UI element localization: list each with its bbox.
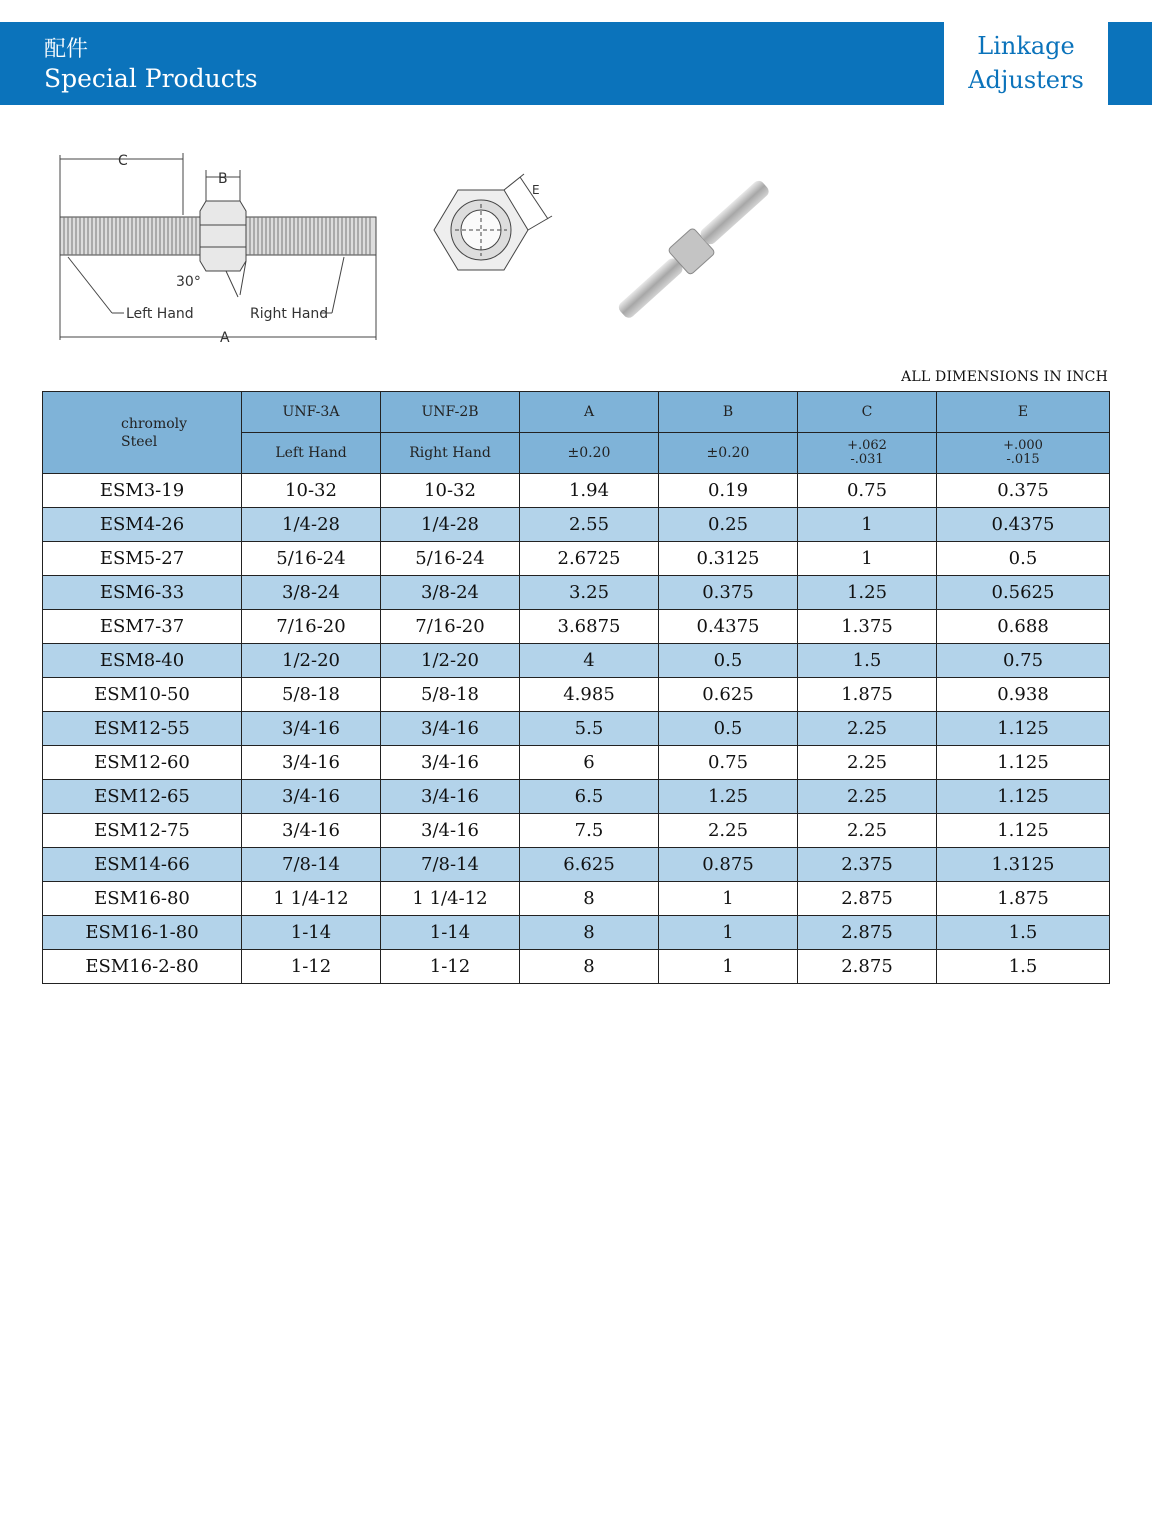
right-hand-thread-cell: 7/16-20: [381, 610, 520, 644]
part-number-cell: ESM14-66: [43, 848, 242, 882]
section-title-line2: Adjusters: [968, 66, 1084, 94]
left-hand-thread-cell: 3/4-16: [242, 712, 381, 746]
dim-label-e: E: [532, 183, 540, 197]
right-hand-thread-cell: 1 1/4-12: [381, 882, 520, 916]
spec-table-body: [43, 474, 1110, 984]
left-hand-thread-cell: 3/4-16: [242, 746, 381, 780]
right-hand-thread-cell: 1/4-28: [381, 508, 520, 542]
dim-a-cell: 8: [520, 950, 659, 984]
dim-b-cell: 0.25: [659, 508, 798, 542]
left-hand-thread-cell: 7/8-14: [242, 848, 381, 882]
part-number-cell: ESM10-50: [43, 678, 242, 712]
part-number-cell: ESM16-80: [43, 882, 242, 916]
hex-end-view: [420, 168, 570, 298]
dim-c-cell: 2.875: [798, 950, 937, 984]
tolerance-a: ±0.20: [520, 433, 659, 474]
table-row: [43, 644, 1110, 678]
dim-e-cell: 0.688: [937, 610, 1110, 644]
dim-c-cell: 2.875: [798, 882, 937, 916]
part-number-cell: ESM3-19: [43, 474, 242, 508]
dim-e-cell: 1.5: [937, 950, 1110, 984]
part-number-cell: ESM4-26: [43, 508, 242, 542]
part-number-cell: ESM16-1-80: [43, 916, 242, 950]
tolerance-e-minus: -.015: [1006, 452, 1040, 467]
dim-c-cell: 2.375: [798, 848, 937, 882]
part-number-cell: ESM12-65: [43, 780, 242, 814]
material-line2: Steel: [121, 433, 158, 450]
right-hand-thread-cell: 10-32: [381, 474, 520, 508]
dim-b-cell: 1: [659, 950, 798, 984]
dimension-note: ALL DIMENSIONS IN INCH: [901, 369, 1108, 385]
col-header-e: E: [937, 392, 1110, 433]
table-row: [43, 814, 1110, 848]
subheader-left-hand: Left Hand: [242, 433, 381, 474]
dim-a-cell: 2.55: [520, 508, 659, 542]
part-number-cell: ESM8-40: [43, 644, 242, 678]
table-row: [43, 746, 1110, 780]
left-hand-thread-cell: 1 1/4-12: [242, 882, 381, 916]
tolerance-e-plus: +.000: [1003, 438, 1043, 453]
dim-c-cell: 2.25: [798, 780, 937, 814]
dim-b-cell: 0.375: [659, 576, 798, 610]
table-row: [43, 610, 1110, 644]
table-row: [43, 508, 1110, 542]
dim-e-cell: 0.4375: [937, 508, 1110, 542]
dim-c-cell: 1: [798, 508, 937, 542]
dim-e-cell: 1.125: [937, 746, 1110, 780]
dim-a-cell: 6: [520, 746, 659, 780]
dim-b-cell: 0.4375: [659, 610, 798, 644]
col-header-c: C: [798, 392, 937, 433]
part-number-cell: ESM12-55: [43, 712, 242, 746]
dim-c-cell: 1.5: [798, 644, 937, 678]
left-hand-thread-cell: 3/8-24: [242, 576, 381, 610]
dim-a-cell: 8: [520, 916, 659, 950]
dim-e-cell: 0.75: [937, 644, 1110, 678]
chinese-title: 配件: [44, 37, 89, 62]
dim-label-c: C: [118, 153, 128, 169]
dim-c-cell: 1.25: [798, 576, 937, 610]
dim-e-cell: 0.5: [937, 542, 1110, 576]
tolerance-c-plus: +.062: [847, 438, 887, 453]
right-hand-thread-cell: 5/8-18: [381, 678, 520, 712]
dim-e-cell: 1.5: [937, 916, 1110, 950]
left-hand-thread-cell: 3/4-16: [242, 814, 381, 848]
material-line1: chromoly: [121, 415, 188, 432]
right-hand-thread-cell: 3/4-16: [381, 814, 520, 848]
dim-e-cell: 0.5625: [937, 576, 1110, 610]
table-row: [43, 950, 1110, 984]
tolerance-c: [798, 433, 937, 474]
col-header-b: B: [659, 392, 798, 433]
dim-e-cell: 1.125: [937, 814, 1110, 848]
part-number-cell: ESM12-60: [43, 746, 242, 780]
table-row: [43, 916, 1110, 950]
part-number-cell: ESM12-75: [43, 814, 242, 848]
table-row: [43, 542, 1110, 576]
dim-a-cell: 3.6875: [520, 610, 659, 644]
left-hand-thread-cell: 10-32: [242, 474, 381, 508]
dim-c-cell: 1.875: [798, 678, 937, 712]
dim-a-cell: 3.25: [520, 576, 659, 610]
left-hand-thread-cell: 1-14: [242, 916, 381, 950]
dim-b-cell: 1: [659, 916, 798, 950]
dim-e-cell: 1.125: [937, 712, 1110, 746]
right-hand-thread-cell: 1-12: [381, 950, 520, 984]
left-hand-thread-cell: 3/4-16: [242, 780, 381, 814]
dim-b-cell: 0.75: [659, 746, 798, 780]
tolerance-c-minus: -.031: [850, 452, 884, 467]
dim-b-cell: 2.25: [659, 814, 798, 848]
side-view-drawing: [50, 145, 390, 350]
right-hand-thread-cell: 1-14: [381, 916, 520, 950]
dim-a-cell: 2.6725: [520, 542, 659, 576]
left-hand-thread-cell: 5/8-18: [242, 678, 381, 712]
section-tab-bar: [1108, 22, 1152, 105]
dim-b-cell: 0.5: [659, 712, 798, 746]
dim-c-cell: 2.25: [798, 712, 937, 746]
dim-c-cell: 2.25: [798, 814, 937, 848]
dim-a-cell: 5.5: [520, 712, 659, 746]
dim-a-cell: 4.985: [520, 678, 659, 712]
part-number-cell: ESM5-27: [43, 542, 242, 576]
col-header-a: A: [520, 392, 659, 433]
dim-c-cell: 2.875: [798, 916, 937, 950]
dim-b-cell: 0.19: [659, 474, 798, 508]
dim-a-cell: 7.5: [520, 814, 659, 848]
subheader-right-hand: Right Hand: [381, 433, 520, 474]
dim-e-cell: 0.375: [937, 474, 1110, 508]
angle-label: 30°: [176, 274, 201, 290]
product-photo: [598, 175, 788, 325]
col-header-unf2b: UNF-2B: [381, 392, 520, 433]
right-hand-thread-cell: 3/4-16: [381, 746, 520, 780]
dim-label-a: A: [220, 330, 230, 346]
left-hand-label: Left Hand: [126, 306, 194, 322]
section-title: [944, 22, 1108, 105]
tolerance-e: [937, 433, 1110, 474]
dim-a-cell: 1.94: [520, 474, 659, 508]
dim-c-cell: 1: [798, 542, 937, 576]
dim-a-cell: 4: [520, 644, 659, 678]
table-row: [43, 678, 1110, 712]
left-hand-thread-cell: 7/16-20: [242, 610, 381, 644]
table-row: [43, 780, 1110, 814]
header-banner: [0, 22, 944, 105]
dim-e-cell: 1.875: [937, 882, 1110, 916]
col-header-unf3a: UNF-3A: [242, 392, 381, 433]
dim-a-cell: 6.625: [520, 848, 659, 882]
section-title-line1: Linkage: [977, 32, 1075, 60]
left-hand-thread-cell: 1/2-20: [242, 644, 381, 678]
dim-b-cell: 0.625: [659, 678, 798, 712]
table-row: [43, 882, 1110, 916]
right-hand-thread-cell: 3/4-16: [381, 712, 520, 746]
left-hand-thread-cell: 1-12: [242, 950, 381, 984]
table-row: [43, 474, 1110, 508]
spec-table: [42, 391, 1110, 984]
dim-e-cell: 1.125: [937, 780, 1110, 814]
right-hand-label: Right Hand: [250, 306, 329, 322]
table-row: [43, 576, 1110, 610]
material-header: [43, 392, 242, 474]
dim-b-cell: 1.25: [659, 780, 798, 814]
part-number-cell: ESM6-33: [43, 576, 242, 610]
right-hand-thread-cell: 1/2-20: [381, 644, 520, 678]
dim-b-cell: 0.875: [659, 848, 798, 882]
right-hand-thread-cell: 5/16-24: [381, 542, 520, 576]
left-hand-thread-cell: 1/4-28: [242, 508, 381, 542]
dim-c-cell: 2.25: [798, 746, 937, 780]
right-hand-thread-cell: 7/8-14: [381, 848, 520, 882]
tolerance-b: ±0.20: [659, 433, 798, 474]
dim-c-cell: 0.75: [798, 474, 937, 508]
page-title: Special Products: [44, 64, 258, 93]
dim-c-cell: 1.375: [798, 610, 937, 644]
dim-a-cell: 6.5: [520, 780, 659, 814]
dim-label-b: B: [218, 171, 228, 187]
table-row: [43, 712, 1110, 746]
left-hand-thread-cell: 5/16-24: [242, 542, 381, 576]
dim-b-cell: 0.5: [659, 644, 798, 678]
right-hand-thread-cell: 3/4-16: [381, 780, 520, 814]
dim-b-cell: 0.3125: [659, 542, 798, 576]
part-number-cell: ESM16-2-80: [43, 950, 242, 984]
dim-b-cell: 1: [659, 882, 798, 916]
table-row: [43, 848, 1110, 882]
dim-e-cell: 1.3125: [937, 848, 1110, 882]
dim-a-cell: 8: [520, 882, 659, 916]
part-number-cell: ESM7-37: [43, 610, 242, 644]
dim-e-cell: 0.938: [937, 678, 1110, 712]
right-hand-thread-cell: 3/8-24: [381, 576, 520, 610]
